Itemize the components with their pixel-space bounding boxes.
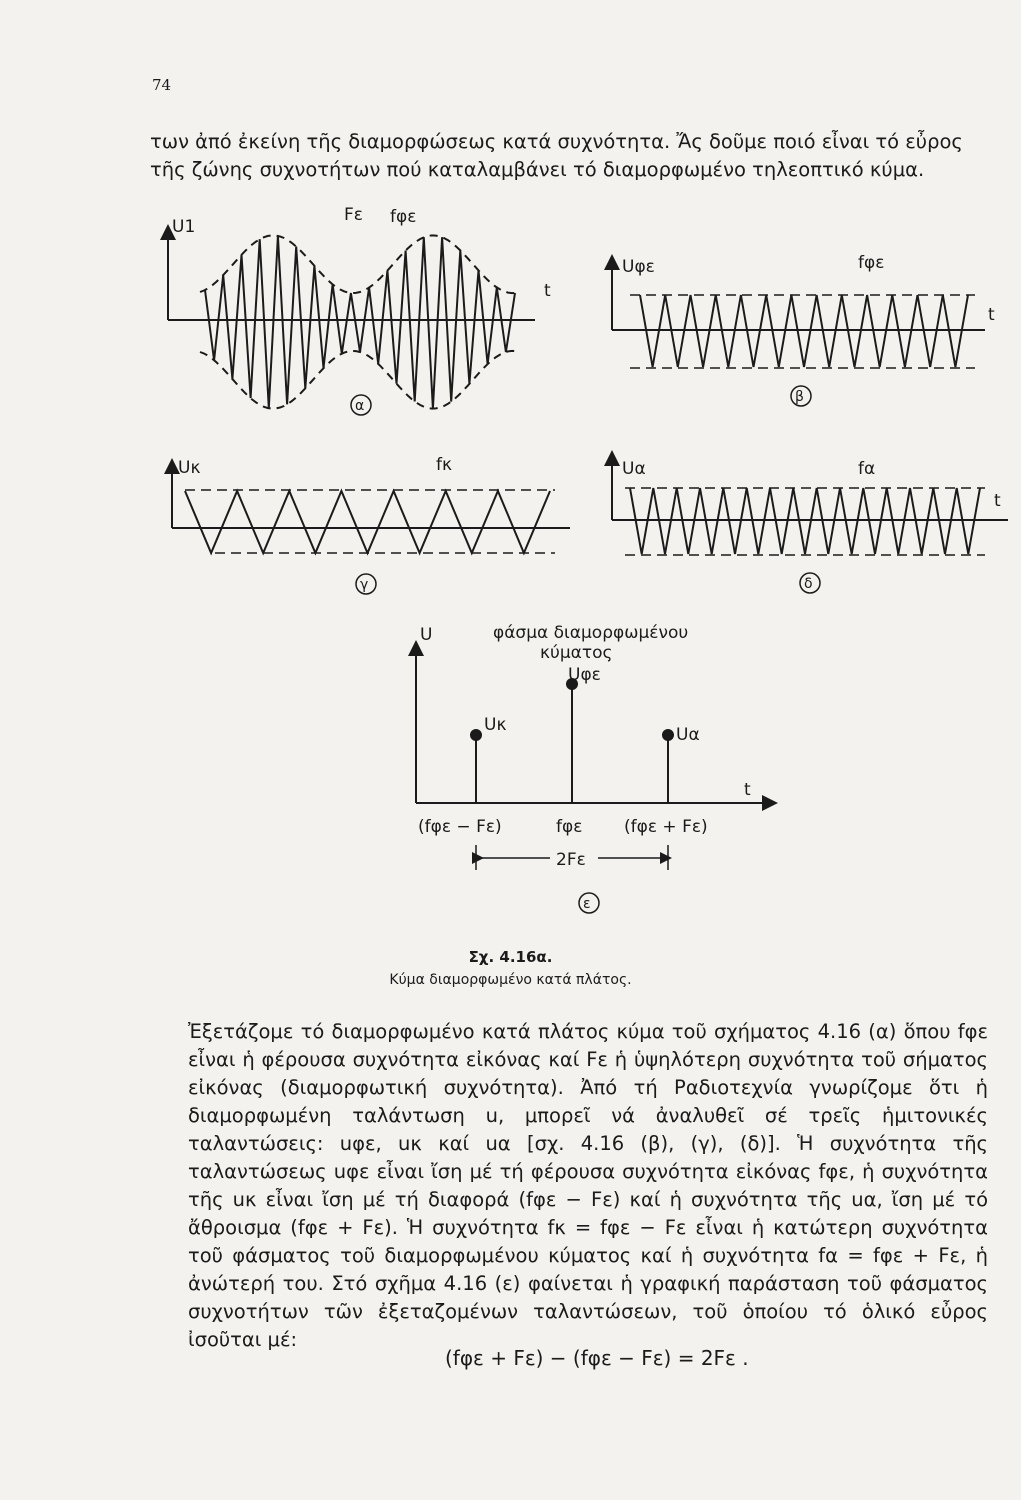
figure-caption-subtitle: Κύμα διαμορφωμένο κατά πλάτος. bbox=[389, 972, 632, 988]
spectrum-title-2: κύματος bbox=[540, 643, 613, 663]
panel-a-tag: α bbox=[355, 398, 365, 414]
panel-e bbox=[416, 648, 770, 913]
spectrum-title-1: φάσμα διαμορφωμένου bbox=[493, 623, 689, 643]
panel-d bbox=[612, 458, 1008, 593]
panel-b bbox=[612, 262, 985, 406]
upper-label: Uα bbox=[676, 725, 700, 745]
panel-d-f-label: fα bbox=[858, 459, 876, 479]
x-upper-label: (fφε + Fε) bbox=[624, 817, 708, 837]
intro-paragraph: των ἀπό ἐκείνη τῆς διαμορφώσεως κατά συχνότητα. Ἄς δοῦμε ποιό εἶναι τό εὖρος τῆς ζώνης συχνοτήτων πού καταλαμβάνει τό διαμορφωμένο τηλεοπτικό κύμα. bbox=[150, 130, 963, 181]
x-lower-label: (fφε − Fε) bbox=[418, 817, 502, 837]
panel-a-u-label: U1 bbox=[172, 217, 196, 237]
panel-d-t-label: t bbox=[994, 491, 1001, 511]
lower-label: Uκ bbox=[484, 715, 507, 735]
panel-d-tag: δ bbox=[804, 576, 813, 592]
spectrum-u-label: U bbox=[420, 625, 433, 645]
panel-g bbox=[172, 466, 570, 594]
panel-g-f-label: fκ bbox=[436, 455, 453, 475]
panel-g-tag: γ bbox=[360, 577, 369, 593]
x-carrier-label: fφε bbox=[556, 817, 583, 837]
lower-sideband-wave bbox=[185, 491, 550, 553]
carrier-label: Uφε bbox=[568, 665, 601, 685]
panel-b-tag: β bbox=[795, 389, 804, 405]
bandwidth-equation: (fφε + Fε) − (fφε − Fε) = 2Fε . bbox=[445, 1346, 749, 1370]
spectrum-t-label: t bbox=[744, 780, 751, 800]
panel-a-f-label: Fε bbox=[344, 205, 363, 225]
panel-b-u-label: Uφε bbox=[622, 257, 655, 277]
modulated-wave bbox=[205, 236, 515, 409]
panel-a-t-label: t bbox=[544, 281, 551, 301]
panel-g-u-label: Uκ bbox=[178, 458, 201, 478]
figure-caption-title: Σχ. 4.16α. bbox=[468, 948, 553, 966]
panel-d-u-label: Uα bbox=[622, 459, 646, 479]
page-number: 74 bbox=[152, 76, 172, 94]
upper-sideband-dot bbox=[663, 730, 673, 740]
envelope-top bbox=[200, 235, 520, 293]
panel-a bbox=[168, 232, 535, 415]
width-label: 2Fε bbox=[556, 850, 586, 870]
panel-b-t-label: t bbox=[988, 305, 995, 325]
panel-b-f-label: fφε bbox=[858, 253, 885, 273]
main-paragraph: Ἐξετάζομε τό διαμορφωμένο κατά πλάτος κύμα τοῦ σχήματος 4.16 (α) ὅπου fφε εἶναι ἡ φέρουσα συχνότητα εἰκόνας καί Fε ἡ ὑψηλότερη συχνότητα τοῦ σήματος εἰκόνας (διαμορφωτική συχνότητα). Ἀπό τή Ραδιοτεχνία γνωρίζομε ὅτι ἡ διαμορφωμένη ταλάντωση u, μπορεῖ νά ἀναλυθεῖ σέ τρεῖς ἡμιτονικές ταλαντώσεις: uφε, uκ καί uα [σχ. 4.16 (β), (γ), (δ)]. Ἡ συχνότητα τῆς ταλαντώσεως uφε εἶναι ἴση μέ τή φέρουσα συχνότητα εἰκόνας fφε, ἡ συχνότητα τῆς uκ εἶναι ἴση μέ τή διαφορά (fφε − Fε) καί ἡ συχνότητα τῆς uα, ἴση μέ τό ἄθροισμα (fφε + Fε). Ἡ συχνότητα fκ = fφε − Fε εἶναι ἡ κατώτερη συχνότητα τοῦ φάσματος τοῦ διαμορφωμένου κύματος καί ἡ συχνότητα fα = fφε + Fε, ἡ ἀνώτερή του. Στό σχῆμα 4.16 (ε) φαίνεται ἡ γραφική παράσταση τοῦ φάσματος συχνοτήτων τῶν ἐξεταζομένων ταλαντώσεων, τοῦ ὁποίου τό ὁλικό εὖρος ἰσοῦται μέ: bbox=[188, 1020, 988, 1351]
lower-sideband-dot bbox=[471, 730, 481, 740]
panel-a-f2-label: fφε bbox=[390, 207, 417, 227]
panel-e-tag: ε bbox=[583, 896, 591, 912]
